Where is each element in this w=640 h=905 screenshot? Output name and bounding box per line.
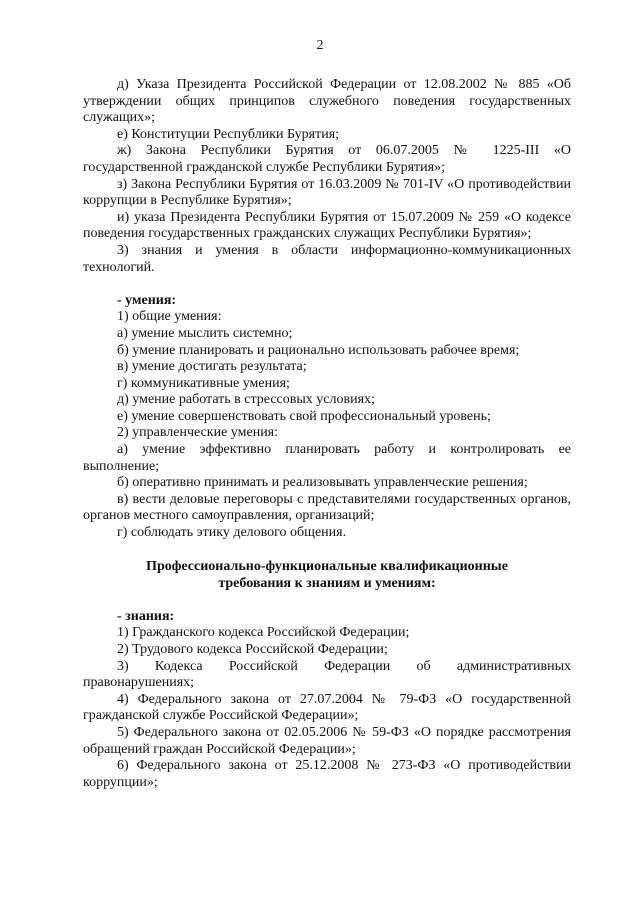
skills-item: в) умение достигать результата; xyxy=(117,359,307,375)
knowledge-item-z: з) Закона Республики Бурятия от 16.03.2009 № 701-IV «О противодействии коррупции в Республике Бурятия»; xyxy=(83,176,571,209)
knowledge-item-i: и) указа Президента Республики Бурятия от 15.07.2009 № 259 «О кодексе поведения государственных гражданских служащих Республики Бурятия»; xyxy=(83,209,571,242)
skills-item: д) умение работать в стрессовых условиях; xyxy=(117,392,375,408)
skills-item: 2) управленческие умения: xyxy=(117,425,279,441)
document-body xyxy=(83,77,571,791)
spacer xyxy=(83,592,571,609)
knowledge-item-3: 3) знания и умения в области информационно-коммуникационных технологий. xyxy=(83,242,571,275)
section-title-line-1: Профессионально-функциональные квалификационные xyxy=(146,559,508,575)
knowledge-item-d: д) Указа Президента Российской Федерации от 12.08.2002 № 885 «Об утверждении общих принципов служебного поведения государственных служащих»; xyxy=(83,77,571,126)
knowledge-item-e: е) Конституции Республики Бурятия; xyxy=(117,126,340,142)
knowledge-heading: - знания: xyxy=(117,608,175,624)
skills-item: б) оперативно принимать и реализовывать управленческие решения; xyxy=(117,475,528,491)
skills-item: е) умение совершенствовать свой профессиональный уровень; xyxy=(117,408,491,424)
skills-item: г) коммуникативные умения; xyxy=(117,375,290,391)
skills-item: 1) общие умения: xyxy=(117,309,222,325)
spacer xyxy=(83,276,571,293)
skills-heading: - умения: xyxy=(117,292,177,308)
page-number: 2 xyxy=(316,38,324,53)
knowledge-item: 6) Федерального закона от 25.12.2008 № 273-ФЗ «О противодействии коррупции»; xyxy=(83,758,571,790)
knowledge-item-zh: ж) Закона Республики Бурятия от 06.07.2005 № 1225-III «О государственной гражданской службе Республики Бурятия»; xyxy=(83,143,571,175)
spacer xyxy=(83,542,571,559)
skills-item: а) умение эффективно планировать работу и контролировать ее выполнение; xyxy=(83,442,571,474)
skills-item: г) соблюдать этику делового общения. xyxy=(117,525,347,541)
knowledge-item: 3) Кодекса Российской Федерации об административных правонарушениях; xyxy=(83,658,571,691)
knowledge-item: 5) Федерального закона от 02.05.2006 № 59-ФЗ «О порядке рассмотрения обращений граждан Российской Федерации»; xyxy=(83,724,571,757)
knowledge-item: 4) Федерального закона от 27.07.2004 № 79-ФЗ «О государственной гражданской службе Российской Федерации»; xyxy=(83,691,571,724)
skills-item: б) умение планировать и рационально использовать рабочее время; xyxy=(117,342,520,358)
skills-item: в) вести деловые переговоры с представителями государственных органов, органов местного самоуправления, организаций; xyxy=(83,491,571,524)
knowledge-item: 1) Гражданского кодекса Российской Федерации; xyxy=(117,625,410,641)
knowledge-item: 2) Трудового кодекса Российской Федерации; xyxy=(117,642,388,657)
skills-item: а) умение мыслить системно; xyxy=(117,325,293,341)
section-title-line-2: требования к знаниям и умениям: xyxy=(218,576,436,592)
